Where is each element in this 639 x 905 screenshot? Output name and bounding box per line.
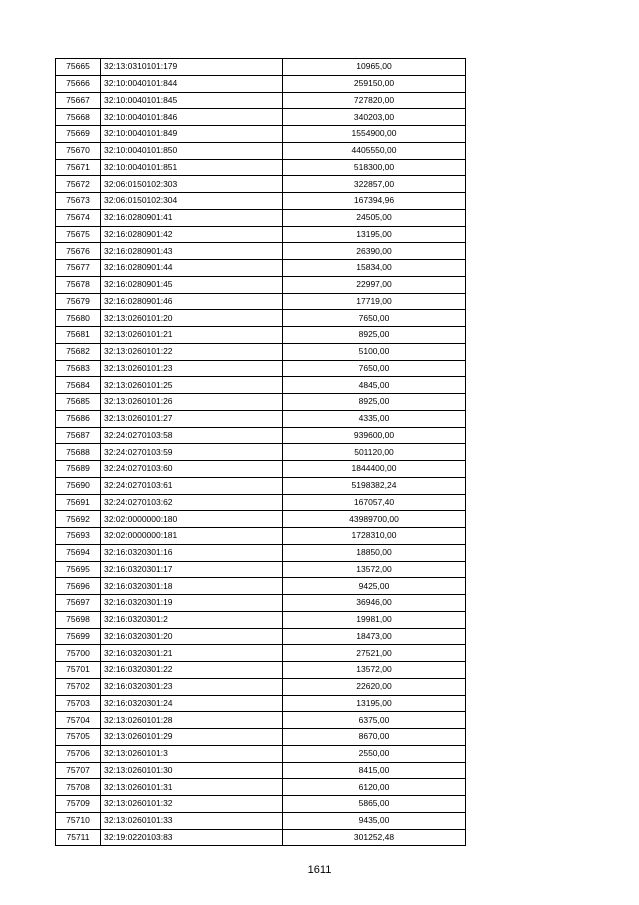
table-row <box>56 829 466 846</box>
cadastral-number-cell: 32:13:0260101:28 <box>101 712 283 729</box>
row-number-cell: 75675 <box>56 226 101 243</box>
cadastral-value-cell: 939600,00 <box>283 427 466 444</box>
row-number-cell: 75707 <box>56 762 101 779</box>
cadastral-value-cell: 167394,96 <box>283 193 466 210</box>
cadastral-value-cell: 13195,00 <box>283 226 466 243</box>
table-row <box>56 209 466 226</box>
cadastral-number-cell: 32:10:0040101:845 <box>101 92 283 109</box>
table-row <box>56 276 466 293</box>
cadastral-number-cell: 32:16:0320301:22 <box>101 662 283 679</box>
cadastral-number-cell: 32:16:0280901:41 <box>101 209 283 226</box>
row-number-cell: 75670 <box>56 142 101 159</box>
cadastral-number-cell: 32:16:0320301:17 <box>101 561 283 578</box>
cadastral-value-cell: 5865,00 <box>283 796 466 813</box>
row-number-cell: 75695 <box>56 561 101 578</box>
table-row <box>56 578 466 595</box>
cadastral-value-cell: 5198382,24 <box>283 477 466 494</box>
row-number-cell: 75689 <box>56 461 101 478</box>
row-number-cell: 75691 <box>56 494 101 511</box>
table-row <box>56 444 466 461</box>
row-number-cell: 75688 <box>56 444 101 461</box>
cadastral-value-cell: 7650,00 <box>283 360 466 377</box>
cadastral-value-cell: 301252,48 <box>283 829 466 846</box>
cadastral-number-cell: 32:10:0040101:849 <box>101 126 283 143</box>
cadastral-number-cell: 32:16:0320301:18 <box>101 578 283 595</box>
cadastral-number-cell: 32:16:0280901:42 <box>101 226 283 243</box>
cadastral-value-cell: 18473,00 <box>283 628 466 645</box>
cadastral-number-cell: 32:13:0260101:33 <box>101 812 283 829</box>
cadastral-number-cell: 32:24:0270103:58 <box>101 427 283 444</box>
cadastral-value-cell: 8925,00 <box>283 327 466 344</box>
table-body <box>56 59 466 846</box>
row-number-cell: 75685 <box>56 394 101 411</box>
row-number-cell: 75667 <box>56 92 101 109</box>
row-number-cell: 75682 <box>56 343 101 360</box>
cadastral-number-cell: 32:13:0260101:27 <box>101 410 283 427</box>
cadastral-value-cell: 340203,00 <box>283 109 466 126</box>
table-row <box>56 561 466 578</box>
cadastral-value-cell: 22620,00 <box>283 678 466 695</box>
cadastral-number-cell: 32:16:0320301:20 <box>101 628 283 645</box>
cadastral-number-cell: 32:24:0270103:62 <box>101 494 283 511</box>
table-row <box>56 611 466 628</box>
cadastral-number-cell: 32:10:0040101:850 <box>101 142 283 159</box>
row-number-cell: 75678 <box>56 276 101 293</box>
cadastral-value-cell: 7650,00 <box>283 310 466 327</box>
row-number-cell: 75674 <box>56 209 101 226</box>
table-row <box>56 796 466 813</box>
row-number-cell: 75669 <box>56 126 101 143</box>
cadastral-value-cell: 19981,00 <box>283 611 466 628</box>
table-row <box>56 360 466 377</box>
table-row <box>56 712 466 729</box>
table-row <box>56 327 466 344</box>
cadastral-value-cell: 24505,00 <box>283 209 466 226</box>
table-row <box>56 695 466 712</box>
table-row <box>56 260 466 277</box>
cadastral-number-cell: 32:10:0040101:851 <box>101 159 283 176</box>
row-number-cell: 75705 <box>56 729 101 746</box>
cadastral-value-cell: 167057,40 <box>283 494 466 511</box>
row-number-cell: 75672 <box>56 176 101 193</box>
cadastral-number-cell: 32:16:0320301:2 <box>101 611 283 628</box>
cadastral-number-cell: 32:13:0260101:3 <box>101 745 283 762</box>
cadastral-number-cell: 32:16:0320301:16 <box>101 544 283 561</box>
row-number-cell: 75698 <box>56 611 101 628</box>
table-row <box>56 544 466 561</box>
table-row <box>56 779 466 796</box>
row-number-cell: 75681 <box>56 327 101 344</box>
cadastral-number-cell: 32:10:0040101:844 <box>101 75 283 92</box>
row-number-cell: 75693 <box>56 528 101 545</box>
row-number-cell: 75690 <box>56 477 101 494</box>
cadastral-value-cell: 22997,00 <box>283 276 466 293</box>
cadastral-value-cell: 5100,00 <box>283 343 466 360</box>
cadastral-value-cell: 8670,00 <box>283 729 466 746</box>
row-number-cell: 75706 <box>56 745 101 762</box>
row-number-cell: 75709 <box>56 796 101 813</box>
row-number-cell: 75699 <box>56 628 101 645</box>
cadastral-value-cell: 2550,00 <box>283 745 466 762</box>
row-number-cell: 75704 <box>56 712 101 729</box>
cadastral-value-cell: 6120,00 <box>283 779 466 796</box>
cadastral-number-cell: 32:16:0320301:24 <box>101 695 283 712</box>
row-number-cell: 75703 <box>56 695 101 712</box>
row-number-cell: 75697 <box>56 595 101 612</box>
cadastral-value-cell: 4405550,00 <box>283 142 466 159</box>
row-number-cell: 75684 <box>56 377 101 394</box>
cadastral-value-cell: 727820,00 <box>283 92 466 109</box>
table-row <box>56 126 466 143</box>
row-number-cell: 75687 <box>56 427 101 444</box>
row-number-cell: 75668 <box>56 109 101 126</box>
cadastral-value-cell: 9425,00 <box>283 578 466 595</box>
table-row <box>56 595 466 612</box>
cadastral-number-cell: 32:16:0320301:23 <box>101 678 283 695</box>
table-row <box>56 528 466 545</box>
cadastral-number-cell: 32:24:0270103:60 <box>101 461 283 478</box>
cadastral-number-cell: 32:13:0260101:30 <box>101 762 283 779</box>
cadastral-number-cell: 32:02:0000000:181 <box>101 528 283 545</box>
table-row <box>56 762 466 779</box>
cadastral-value-cell: 1844400,00 <box>283 461 466 478</box>
cadastral-number-cell: 32:16:0320301:21 <box>101 645 283 662</box>
cadastral-value-cell: 13195,00 <box>283 695 466 712</box>
row-number-cell: 75683 <box>56 360 101 377</box>
cadastral-number-cell: 32:13:0260101:31 <box>101 779 283 796</box>
cadastral-value-cell: 27521,00 <box>283 645 466 662</box>
table-row <box>56 729 466 746</box>
cadastral-number-cell: 32:16:0280901:44 <box>101 260 283 277</box>
table-row <box>56 92 466 109</box>
cadastral-value-cell: 8415,00 <box>283 762 466 779</box>
cadastral-number-cell: 32:13:0260101:23 <box>101 360 283 377</box>
cadastral-number-cell: 32:24:0270103:59 <box>101 444 283 461</box>
table-row <box>56 628 466 645</box>
row-number-cell: 75702 <box>56 678 101 695</box>
cadastral-value-cell: 13572,00 <box>283 662 466 679</box>
cadastral-value-cell: 43989700,00 <box>283 511 466 528</box>
cadastral-number-cell: 32:16:0280901:43 <box>101 243 283 260</box>
cadastral-number-cell: 32:13:0310101:179 <box>101 59 283 76</box>
row-number-cell: 75671 <box>56 159 101 176</box>
cadastral-value-cell: 15834,00 <box>283 260 466 277</box>
row-number-cell: 75708 <box>56 779 101 796</box>
cadastral-value-cell: 13572,00 <box>283 561 466 578</box>
row-number-cell: 75680 <box>56 310 101 327</box>
table-row <box>56 310 466 327</box>
cadastral-number-cell: 32:13:0260101:21 <box>101 327 283 344</box>
row-number-cell: 75677 <box>56 260 101 277</box>
cadastral-value-cell: 36946,00 <box>283 595 466 612</box>
table-row <box>56 176 466 193</box>
cadastral-value-cell: 1728310,00 <box>283 528 466 545</box>
table-row <box>56 226 466 243</box>
cadastral-value-cell: 6375,00 <box>283 712 466 729</box>
table-row <box>56 394 466 411</box>
cadastral-number-cell: 32:13:0260101:26 <box>101 394 283 411</box>
row-number-cell: 75673 <box>56 193 101 210</box>
table-row <box>56 293 466 310</box>
cadastral-number-cell: 32:13:0260101:20 <box>101 310 283 327</box>
cadastral-number-cell: 32:19:0220103:83 <box>101 829 283 846</box>
cadastral-number-cell: 32:13:0260101:25 <box>101 377 283 394</box>
table-row <box>56 109 466 126</box>
cadastral-number-cell: 32:24:0270103:61 <box>101 477 283 494</box>
cadastral-number-cell: 32:10:0040101:846 <box>101 109 283 126</box>
cadastral-number-cell: 32:16:0280901:45 <box>101 276 283 293</box>
row-number-cell: 75696 <box>56 578 101 595</box>
row-number-cell: 75700 <box>56 645 101 662</box>
cadastral-value-cell: 4845,00 <box>283 377 466 394</box>
row-number-cell: 75710 <box>56 812 101 829</box>
cadastral-value-cell: 18850,00 <box>283 544 466 561</box>
table-row <box>56 142 466 159</box>
cadastral-number-cell: 32:16:0320301:19 <box>101 595 283 612</box>
cadastral-number-cell: 32:13:0260101:32 <box>101 796 283 813</box>
row-number-cell: 75686 <box>56 410 101 427</box>
table-row <box>56 410 466 427</box>
row-number-cell: 75679 <box>56 293 101 310</box>
cadastral-number-cell: 32:06:0150102:304 <box>101 193 283 210</box>
cadastral-value-cell: 518300,00 <box>283 159 466 176</box>
row-number-cell: 75676 <box>56 243 101 260</box>
row-number-cell: 75701 <box>56 662 101 679</box>
cadastral-number-cell: 32:13:0260101:22 <box>101 343 283 360</box>
table-row <box>56 511 466 528</box>
cadastral-value-cell: 17719,00 <box>283 293 466 310</box>
table-row <box>56 75 466 92</box>
cadastral-value-cell: 8925,00 <box>283 394 466 411</box>
table-row <box>56 678 466 695</box>
table-row <box>56 427 466 444</box>
row-number-cell: 75694 <box>56 544 101 561</box>
cadastral-number-cell: 32:16:0280901:46 <box>101 293 283 310</box>
table-row <box>56 745 466 762</box>
cadastral-value-cell: 501120,00 <box>283 444 466 461</box>
cadastral-value-cell: 9435,00 <box>283 812 466 829</box>
cadastral-value-table <box>55 58 466 846</box>
table-row <box>56 159 466 176</box>
cadastral-value-cell: 26390,00 <box>283 243 466 260</box>
row-number-cell: 75692 <box>56 511 101 528</box>
cadastral-value-cell: 322857,00 <box>283 176 466 193</box>
cadastral-number-cell: 32:13:0260101:29 <box>101 729 283 746</box>
table-row <box>56 243 466 260</box>
row-number-cell: 75666 <box>56 75 101 92</box>
table-row <box>56 645 466 662</box>
row-number-cell: 75711 <box>56 829 101 846</box>
cadastral-number-cell: 32:02:0000000:180 <box>101 511 283 528</box>
cadastral-value-cell: 1554900,00 <box>283 126 466 143</box>
row-number-cell: 75665 <box>56 59 101 76</box>
table-row <box>56 461 466 478</box>
table-row <box>56 662 466 679</box>
cadastral-value-cell: 10965,00 <box>283 59 466 76</box>
cadastral-value-cell: 4335,00 <box>283 410 466 427</box>
cadastral-value-cell: 259150,00 <box>283 75 466 92</box>
table-row <box>56 59 466 76</box>
page-number: 1611 <box>307 864 332 876</box>
table-row <box>56 494 466 511</box>
table-row <box>56 477 466 494</box>
table-row <box>56 377 466 394</box>
table-row <box>56 343 466 360</box>
cadastral-number-cell: 32:06:0150102:303 <box>101 176 283 193</box>
table-row <box>56 812 466 829</box>
table-row <box>56 193 466 210</box>
